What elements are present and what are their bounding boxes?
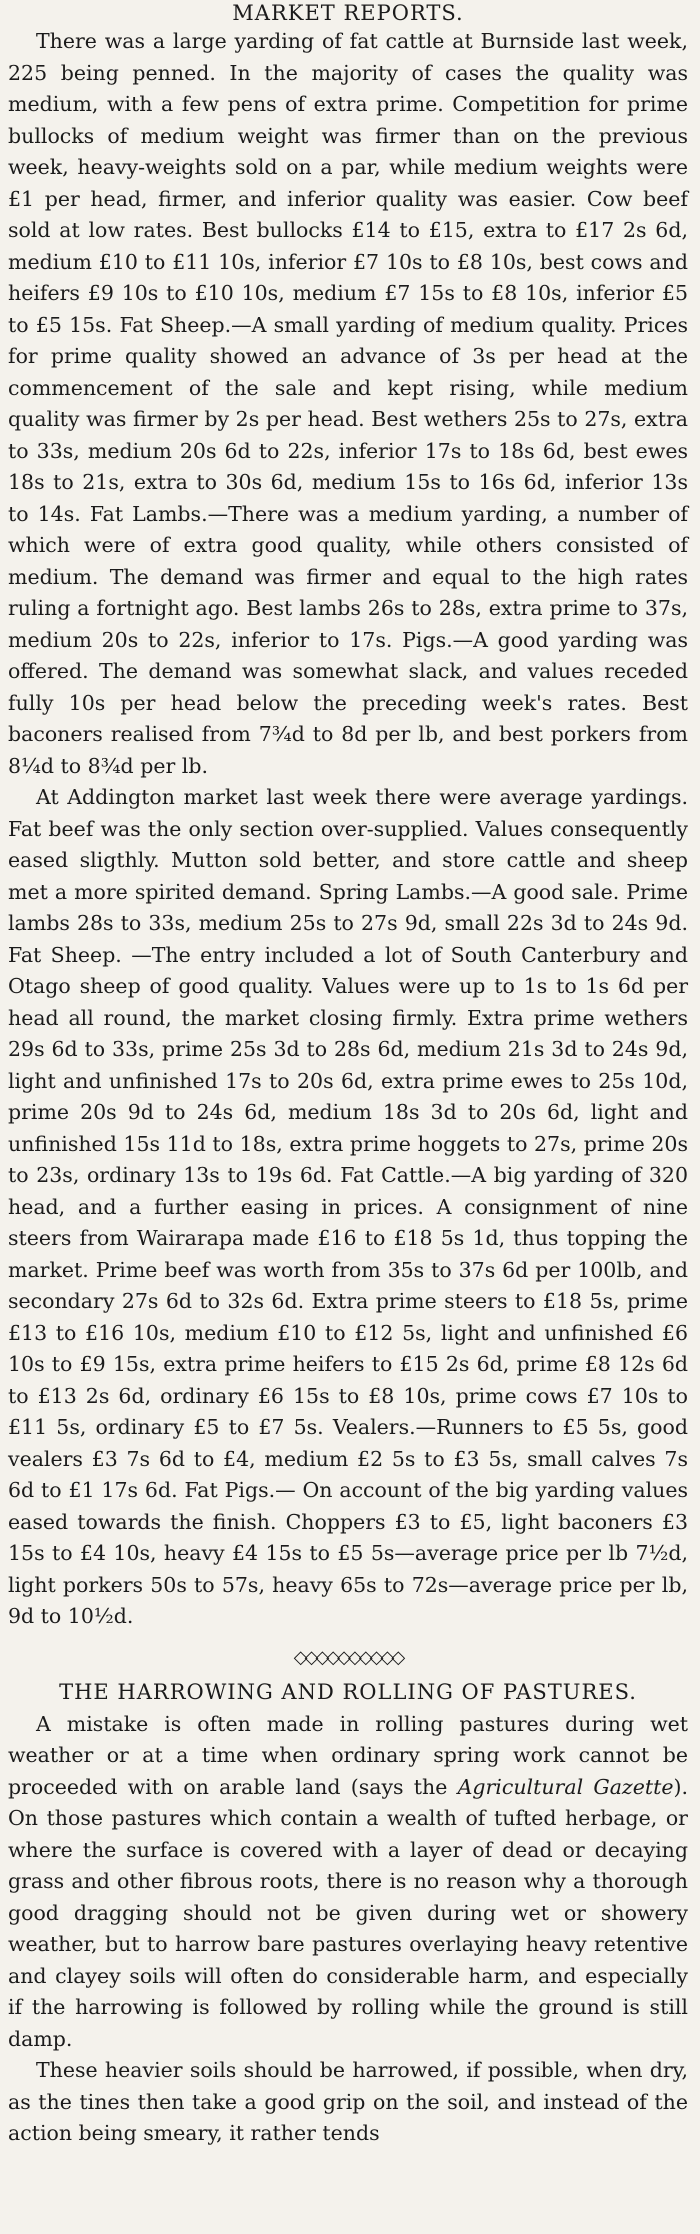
article-body-harrowing: [8, 1709, 688, 2150]
paragraph-harrowing-1-end: ). On those pastures which contain a wealth of tufted herbage, or where the surface is covered with a layer of dead or decaying grass and other fibrous roots, there is no reason why a thorough good dragging should not be given during wet or showery weather, but to harrow bare pastures overlaying heavy retentive and clayey soils will often do considerable harm, and especially if the harrowing is followed by rolling while the ground is still damp.: [8, 1774, 688, 2051]
article-heading-market-reports: MARKET REPORTS.: [232, 1, 464, 25]
paragraph-burnside: There was a large yarding of fat cattle at Burnside last week, 225 being penned. In the majority of cases the quality was medium, with a few pens of extra prime. Competition for prime bullocks of medium weight was firmer than on the previous week, heavy-weights sold on a par, while medium weights were £1 per head, firmer, and inferior quality was easier. Cow beef sold at low rates. Best bullocks £14 to £15, extra to £17 2s 6d, medium £10 to £11 10s, inferior £7 10s to £8 10s, best cows and heifers £9 10s to £10 10s, medium £7 15s to £8 10s, inferior £5 to £5 15s. Fat Sheep.—A small yarding of medium quality. Prices for prime quality showed an advance of 3s per head at the commencement of the sale and kept rising, while medium quality was firmer by 2s per head. Best wethers 25s to 27s, extra to 33s, medium 20s 6d to 22s, inferior 17s to 18s 6d, best ewes 18s to 21s, extra to 30s 6d, medium 15s to 16s 6d, inferior 13s to 14s. Fat Lambs.—There was a medium yarding, a number of which were of extra good quality, while others consisted of medium. The demand was firmer and equal to the high rates ruling a fortnight ago. Best lambs 26s to 28s, extra prime to 37s, medium 20s to 22s, inferior to 17s. Pigs.—A good yarding was offered. The demand was somewhat slack, and values receded fully 10s per head below the preceding week's rates. Best baconers realised from 7¾d to 8d per lb, and best porkers from 8¼d to 8¾d per lb.: [8, 29, 688, 778]
section-divider-ornament: ◇◇◇◇◇◇◇◇◇◇: [293, 1646, 403, 1668]
paragraph-harrowing-2: These heavier soils should be harrowed, if possible, when dry, as the tines then take a good grip on the soil, and instead of the action being smeary, it rather tends: [8, 2058, 688, 2145]
article-heading-harrowing: THE HARROWING AND ROLLING OF PASTURES.: [59, 1679, 637, 1704]
source-publication-name: Agricultural Gazette: [457, 1774, 674, 1799]
article-body-market-reports: [8, 26, 688, 1633]
paragraph-harrowing-1: [8, 1709, 688, 2056]
paragraph-harrowing-1-start: A mistake is often made in rolling pastures during wet weather or at a time when ordinary spring work cannot be proceeded with on arable land (says the: [8, 1711, 688, 1799]
paragraph-addington: At Addington market last week there were average yardings. Fat beef was the only section over-supplied. Values consequently eased sligthly. Mutton sold better, and store cattle and sheep met a more spirited demand. Spring Lambs.—A good sale. Prime lambs 28s to 33s, medium 25s to 27s 9d, small 22s 3d to 24s 9d. Fat Sheep. —The entry included a lot of South Canterbury and Otago sheep of good quality. Values were up to 1s to 1s 6d per head all round, the market closing firmly. Extra prime wethers 29s 6d to 33s, prime 25s 3d to 28s 6d, medium 21s 3d to 24s 9d, light and unfinished 17s to 20s 6d, extra prime ewes to 25s 10d, prime 20s 9d to 24s 6d, medium 18s 3d to 20s 6d, light and unfinished 15s 11d to 18s, extra prime hoggets to 27s, prime 20s to 23s, ordinary 13s to 19s 6d. Fat Cattle.—A big yarding of 320 head, and a further easing in prices. A consignment of nine steers from Wairarapa made £16 to £18 5s 1d, thus topping the market. Prime beef was worth from 35s to 37s 6d per 100lb, and secondary 27s 6d to 32s 6d. Extra prime steers to £18 5s, prime £13 to £16 10s, medium £10 to £12 5s, light and unfinished £6 10s to £9 15s, extra prime heifers to £15 2s 6d, prime £8 12s 6d to £13 2s 6d, ordinary £6 15s to £8 10s, prime cows £7 10s to £11 5s, ordinary £5 to £7 5s. Vealers.—Runners to £5 5s, good vealers £3 7s 6d to £4, medium £2 5s to £3 5s, small calves 7s 6d to £1 17s 6d. Fat Pigs.— On account of the big yarding values eased towards the finish. Choppers £3 to £5, light baconers £3 15s to £4 10s, heavy £4 15s to £5 5s—average price per lb 7½d, light porkers 50s to 57s, heavy 65s to 72s—average price per lb, 9d to 10½d.: [8, 785, 688, 1628]
